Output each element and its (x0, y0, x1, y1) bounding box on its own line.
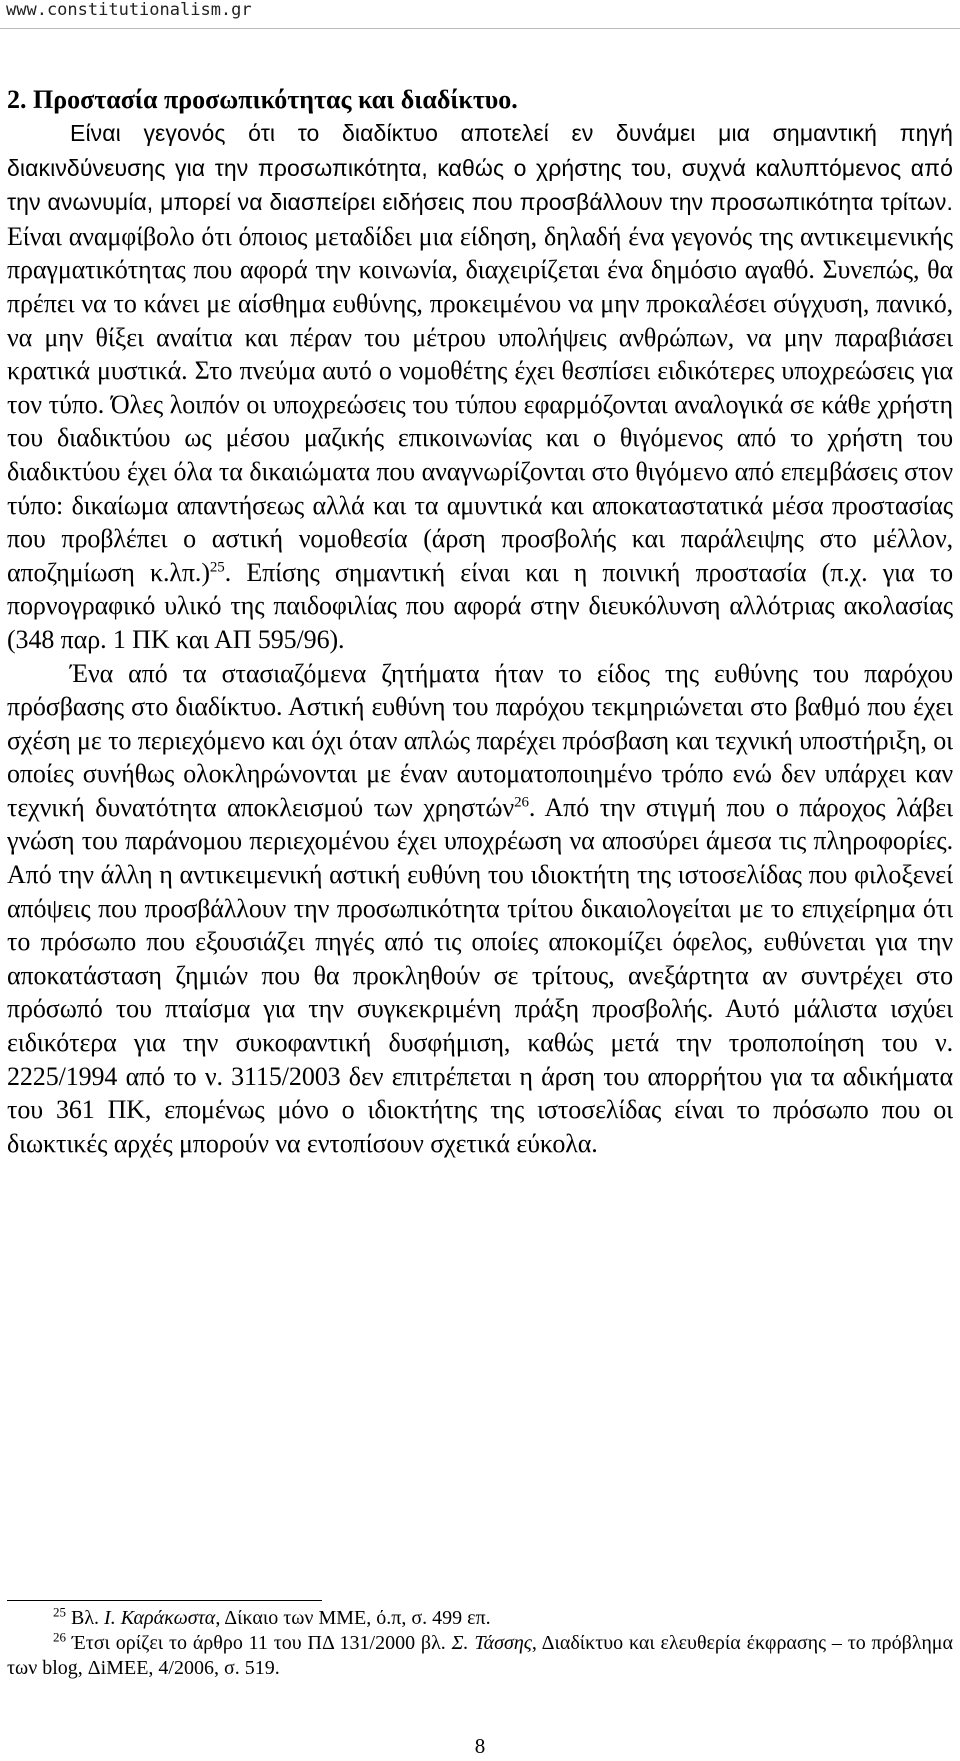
paragraph-1-end: . Επίσης σημαντική είναι και η ποινική προστασία (π.χ. για το πορνογραφικό υλικό της παιδοφιλίας που αφορά στην διευκόλυνση αλλότριας ακολασίας (348 παρ. 1 ΠΚ και ΑΠ 595/96). (7, 557, 953, 654)
footnote-ref-26[interactable]: 26 (514, 794, 529, 811)
paragraph-2-body: Ένα από τα στασιαζόμενα ζητήματα ήταν το είδος της ευθύνης του παρόχου πρόσβασης στο διαδίκτυο. Αστική ευθύνη του παρόχου τεκμηριώνεται στο βαθμό που έχει σχέση με το περιεχόμενο και όχι όταν απλώς παρέχει πρόσβαση και τεχνική υποστήριξη, οι οποίες συνήθως ολοκληρώνονται με έναν αυτοματοποιημένο τρόπο ενώ δεν υπάρχει καν τεχνική δυνατότητα αποκλεισμού των χρηστών (7, 658, 953, 822)
paragraph-1-intro: Είναι γεγονός ότι το διαδίκτυο αποτελεί εν δυνάμει μια σημαντική πηγή διακινδύνευσης για την προσωπικότητα, καθώς ο χρήστης του, συχνά καλυπτόμενος από την ανωνυμία, μπορεί να διασπείρει ειδήσεις που προσβάλλουν την προσωπικότητα τρίτων. (7, 120, 953, 216)
section-heading: 2. Προστασία προσωπικότητας και διαδίκτυο. (7, 85, 518, 114)
footnote-text: Έτσι ορίζει το άρθρο 11 του ΠΔ 131/2000 βλ. (66, 1632, 452, 1654)
paragraph-1-body: Είναι αναμφίβολο ότι όποιος μεταδίδει μια είδηση, δηλαδή ένα γεγονός της αντικειμενικής πραγματικότητας που αφορά την κοινωνία, διαχειρίζεται ένα δημόσιο αγαθό. Συνεπώς, θα πρέπει να το κάνει με αίσθημα ευθύνης, προκειμένου να μην προκαλέσει σύγχυση, πανικό, να μην θίξει αναίτια και πέραν του μέτρου υπολήψεις ανθρώπων, να μην παραβιάσει κρατικά μυστικά. Στο πνεύμα αυτό ο νομοθέτης έχει θεσπίσει ειδικότερες υποχρεώσεις για τον τύπο. Όλες λοιπόν οι υποχρεώσεις του τύπου εφαρμόζονται αναλογικά σε κάθε χρήστη του διαδικτύου ως μέσου μαζικής επικοινωνίας και ο θιγόμενος από το χρήστη του διαδικτύου έχει όλα τα δικαιώματα που αναγνωρίζονται στο θιγόμενο από επεμβάσεις στον τύπο: δικαίωμα απαντήσεως αλλά και τα αμυντικά και αποκαταστατικά μέσα προστασίας που προβλέπει ο αστική νομοθεσία (άρση προσβολής και παράλειψης στο μέλλον, αποζημίωση κ.λπ.) (7, 221, 953, 587)
footnotes (7, 1606, 953, 1681)
paragraph-2 (7, 657, 953, 1161)
footnote-text: , Δίκαιο των ΜΜΕ, ό.π, σ. 499 επ. (215, 1607, 491, 1629)
paragraph-2-end: . Από την στιγμή που ο πάροχος λάβει γνώση του παράνομου περιεχομένου έχει υποχρέωση να αποσύρει άμεσα τις πληροφορίες. Από την άλλη η αντικειμενική αστική ευθύνη του ιδιοκτήτη της ιστοσελίδας που φιλοξενεί απόψεις που προσβάλλουν την προσωπικότητα τρίτου δικαιολογείται με το επιχείρημα ότι το πρόσωπο που εξουσιάζει πηγές από τις οποίες αποκομίζει όφελος, ευθύνεται για την αποκατάσταση ζημιών που θα προκληθούν σε τρίτους, ανεξάρτητα αν συντρέχει στο πρόσωπό του πταίσμα για την συγκεκριμένη πράξη προσβολής. Αυτό μάλιστα ισχύει ειδικότερα για την συκοφαντική δυσφήμιση, καθώς μετά την τροποποίηση του ν. 2225/1994 από το ν. 3115/2003 δεν επιτρέπεται η άρση του απορρήτου για τα αδικήματα του 361 ΠΚ, επομένως μόνο ο ιδιοκτήτης της ιστοσελίδας είναι το πρόσωπο που οι διωκτικές αρχές μπορούν να εντοπίσουν σχετικά εύκολα. (7, 792, 953, 1158)
footnote-text: , Διαδίκτυο και ελευθερία έκφρασης – το πρόβλημα των blog, ΔiΜΕΕ, 4/2006, σ. 519. (7, 1632, 953, 1679)
footnote-author: Σ. Τάσσης (451, 1632, 532, 1654)
footnote-divider (7, 1600, 322, 1601)
footnote-25 (7, 1606, 953, 1631)
footnote-number: 25 (53, 1604, 66, 1620)
page-number: 8 (474, 1734, 486, 1758)
paragraph-1 (7, 116, 953, 657)
footnote-text: Βλ. (66, 1607, 105, 1629)
footnote-ref-25[interactable]: 25 (209, 559, 225, 576)
footnote-number: 26 (53, 1629, 66, 1645)
footnote-author: Ι. Καράκωστα (104, 1607, 216, 1629)
footnote-26 (7, 1631, 953, 1681)
site-url-header: www.constitutionalism.gr (6, 0, 252, 20)
header-divider (0, 28, 960, 29)
page-body (7, 84, 953, 1160)
